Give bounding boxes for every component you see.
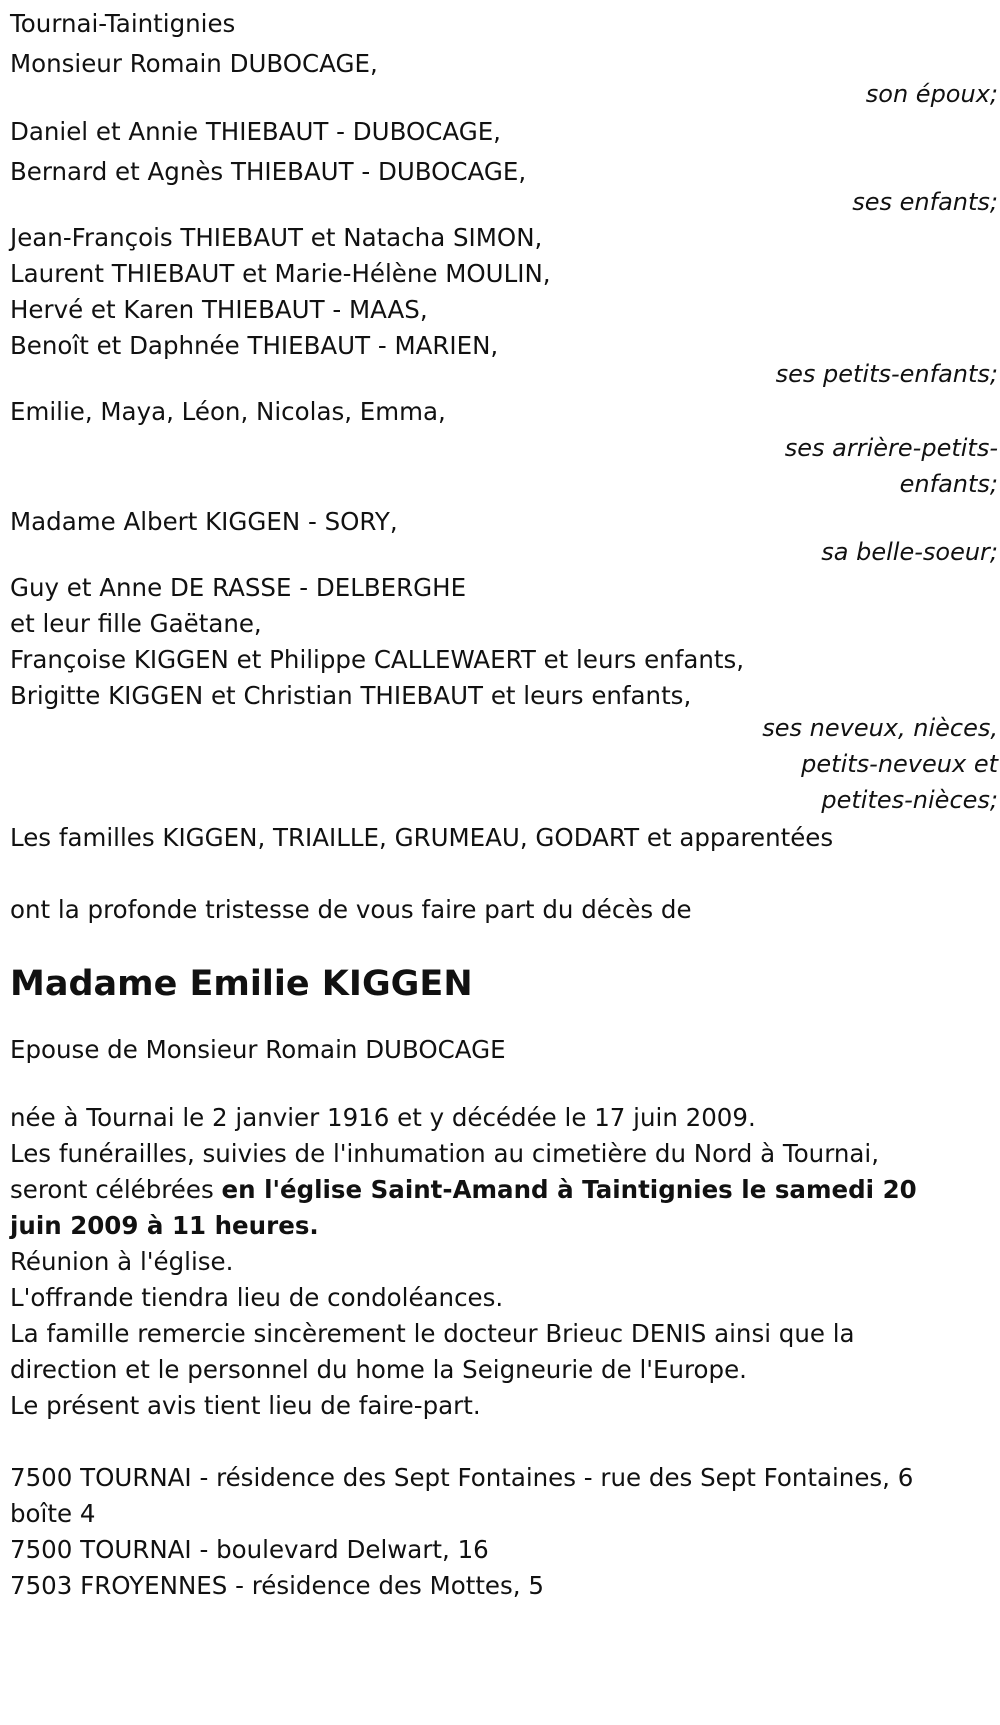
thanks-line: La famille remercie sincèrement le docteur Brieuc DENIS ainsi que la	[10, 1319, 855, 1348]
family-name-line: Laurent THIEBAUT et Marie-Hélène MOULIN,	[10, 259, 551, 288]
addresses-block	[10, 1460, 990, 1604]
address-line: 7500 TOURNAI - boulevard Delwart, 16	[10, 1535, 489, 1564]
ceremony-date-line: juin 2009 à 11 heures.	[10, 1211, 319, 1240]
family-group-nephews-nieces	[10, 570, 998, 818]
funeral-line: Les funérailles, suivies de l'inhumation au cimetière du Nord à Tournai,	[10, 1139, 879, 1168]
family-group-great-grandchildren	[10, 392, 998, 502]
relation-label: petites-nièces;	[821, 786, 998, 814]
relation-label: petits-neveux et	[801, 750, 998, 778]
family-name-line: Brigitte KIGGEN et Christian THIEBAUT et leurs enfants,	[10, 681, 692, 710]
announcement-line: ont la profonde tristesse de vous faire part du décès de	[10, 895, 692, 924]
relation-label: ses arrière-petits-	[784, 434, 998, 462]
thanks-line-continued: direction et le personnel du home la Seigneurie de l'Europe.	[10, 1355, 747, 1384]
relation-label: ses enfants;	[852, 188, 998, 216]
notice-line: Le présent avis tient lieu de faire-part.	[10, 1391, 481, 1420]
relation-label: ses neveux, nièces,	[762, 714, 998, 742]
ceremony-bold-text: en l'église Saint-Amand à Taintignies le samedi 20	[221, 1175, 917, 1204]
birth-death-line: née à Tournai le 2 janvier 1916 et y décédée le 17 juin 2009.	[10, 1103, 756, 1132]
relation-label: enfants;	[899, 470, 998, 498]
family-name-line: Emilie, Maya, Léon, Nicolas, Emma,	[10, 397, 446, 426]
family-group-grandchildren	[10, 220, 998, 388]
ceremony-line	[10, 1172, 990, 1208]
families-line: Les familles KIGGEN, TRIAILLE, GRUMEAU, GODART et apparentées	[10, 823, 834, 852]
family-name-line: Monsieur Romain DUBOCAGE,	[10, 49, 378, 78]
relation-label: sa belle-soeur;	[821, 538, 998, 566]
family-group-spouse	[10, 44, 998, 108]
family-group-sister-in-law	[10, 502, 998, 566]
meeting-line: Réunion à l'église.	[10, 1247, 234, 1276]
relation-label: son époux;	[865, 80, 998, 108]
family-name-line: Benoît et Daphnée THIEBAUT - MARIEN,	[10, 331, 499, 360]
details-paragraph	[10, 1100, 990, 1424]
family-name-line: Françoise KIGGEN et Philippe CALLEWAERT et leurs enfants,	[10, 645, 745, 674]
offering-line: L'offrande tiendra lieu de condoléances.	[10, 1283, 504, 1312]
relation-label: ses petits-enfants;	[775, 360, 998, 388]
family-name-line: Jean-François THIEBAUT et Natacha SIMON,	[10, 223, 543, 252]
family-name-line: Bernard et Agnès THIEBAUT - DUBOCAGE,	[10, 157, 527, 186]
family-name-line: et leur fille Gaëtane,	[10, 609, 262, 638]
address-line: 7500 TOURNAI - résidence des Sept Fontaines - rue des Sept Fontaines, 6	[10, 1463, 914, 1492]
family-name-line: Hervé et Karen THIEBAUT - MAAS,	[10, 295, 428, 324]
address-line: boîte 4	[10, 1499, 96, 1528]
ceremony-plain-text: seront célébrées	[10, 1175, 222, 1204]
deceased-name: Madame Emilie KIGGEN	[10, 964, 473, 1004]
spouse-line: Epouse de Monsieur Romain DUBOCAGE	[10, 1035, 506, 1064]
family-name-line: Guy et Anne DE RASSE - DELBERGHE	[10, 573, 467, 602]
family-group-children	[10, 112, 998, 216]
family-name-line: Daniel et Annie THIEBAUT - DUBOCAGE,	[10, 117, 501, 146]
family-name-line: Madame Albert KIGGEN - SORY,	[10, 507, 398, 536]
location-line: Tournai-Taintignies	[10, 9, 236, 38]
address-line: 7503 FROYENNES - résidence des Mottes, 5	[10, 1571, 544, 1600]
